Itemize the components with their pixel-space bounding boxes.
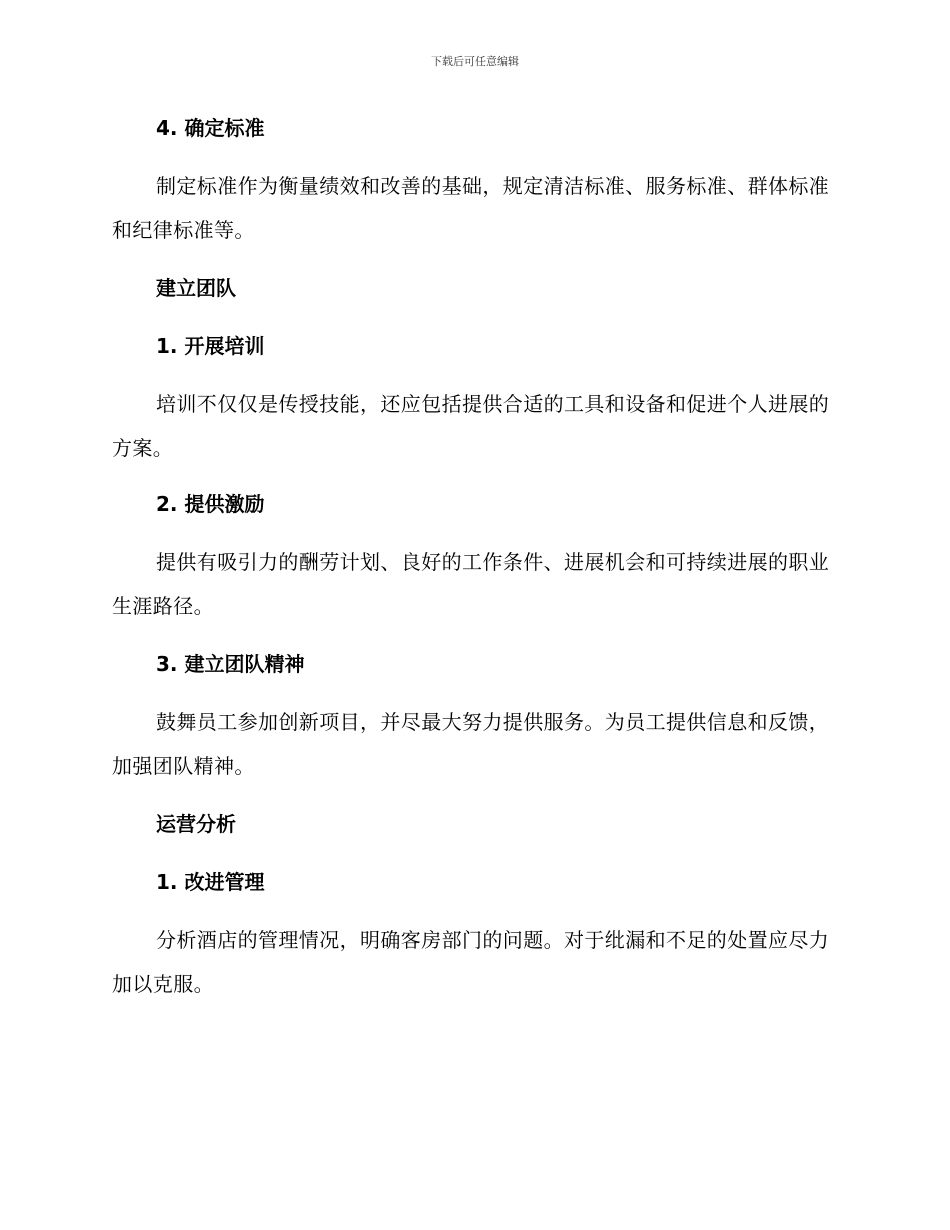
section-heading-training: 1. 开展培训 — [156, 334, 265, 358]
section-heading-determine-standards: 4. 确定标准 — [156, 116, 265, 140]
section-heading-team-spirit: 3. 建立团队精神 — [156, 652, 305, 676]
section-heading-operations-analysis: 运营分析 — [156, 812, 236, 836]
paragraph-standards: 制定标准作为衡量绩效和改善的基础，规定清洁标准、服务标准、群体标准和纪律标准等。 — [112, 174, 830, 242]
section-heading-build-team: 建立团队 — [156, 276, 236, 300]
section-heading-incentives: 2. 提供激励 — [156, 492, 265, 516]
paragraph-incentives: 提供有吸引力的酬劳计划、良好的工作条件、进展机会和可持续进展的职业生涯路径。 — [112, 550, 830, 618]
paragraph-improve-management: 分析酒店的管理情况，明确客房部门的问题。对于纰漏和不足的处置应尽力加以克服。 — [112, 928, 830, 996]
paragraph-training: 培训不仅仅是传授技能，还应包括提供合适的工具和设备和促进个人进展的方案。 — [112, 392, 830, 460]
paragraph-team-spirit: 鼓舞员工参加创新项目，并尽最大努力提供服务。为员工提供信息和反馈，加强团队精神。 — [112, 710, 830, 778]
page-header: 下载后可任意编辑 — [431, 55, 519, 68]
section-heading-improve-management: 1. 改进管理 — [156, 870, 265, 894]
